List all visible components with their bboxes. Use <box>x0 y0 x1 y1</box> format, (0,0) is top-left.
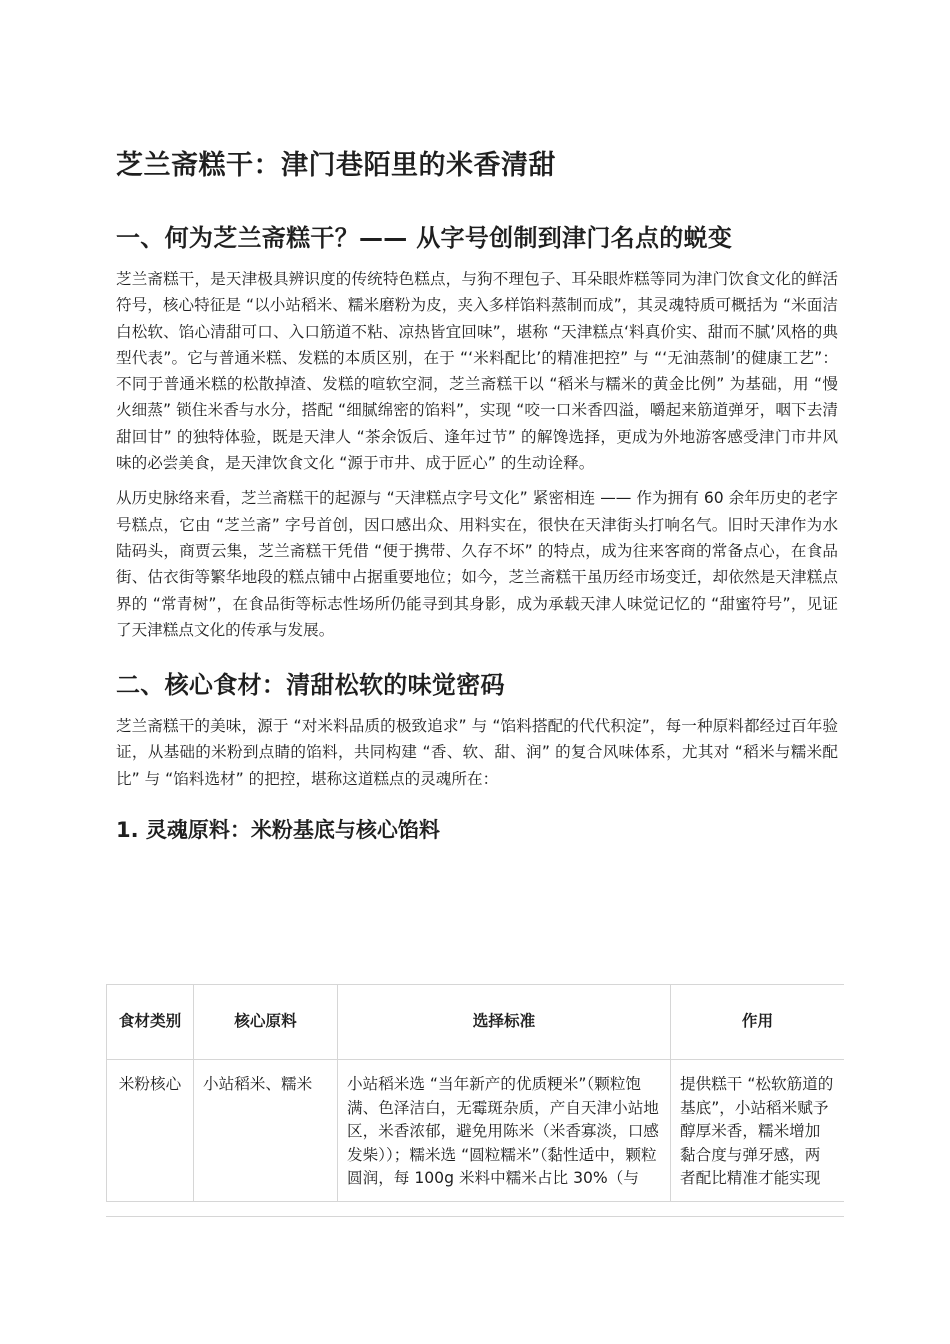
column-header: 选择标准 <box>338 985 671 1060</box>
table-row <box>107 1060 845 1202</box>
document-page <box>116 146 838 846</box>
section-1-heading: 一、何为芝兰斋糕干？—— 从字号创制到津门名点的蜕变 <box>116 224 733 252</box>
column-header: 作用 <box>671 985 845 1060</box>
cell-standard: 小站稻米选 “当年新产的优质粳米”（颗粒饱满、色泽洁白，无霉斑杂质，产自天津小站地区，米香浓郁，避免用陈米（米香寡淡，口感发柴））；糯米选 “圆粒糯米”（黏性适中，颗粒圆润，每 100g 米料中糯米占比 30%（与 <box>338 1060 671 1202</box>
subsection-heading: 1. 灵魂原料：米粉基底与核心馅料 <box>116 818 440 843</box>
table-header-row <box>107 985 845 1060</box>
column-header: 核心原料 <box>194 985 338 1060</box>
cell-category: 米粉核心 <box>107 1060 194 1202</box>
ingredients-table-container <box>106 984 844 1217</box>
ingredients-table <box>106 984 844 1202</box>
section-2-paragraph-1: 芝兰斋糕干的美味，源于 “对米料品质的极致追求” 与 “馅料搭配的代代积淀”，每一种原料都经过百年验证，从基础的米粉到点睛的馅料，共同构建 “香、软、甜、润” 的复合风味体系，尤其对 “稻米与糯米配比” 与 “馅料选材” 的把控，堪称这道糕点的灵魂所在： <box>116 717 838 788</box>
section-2-heading: 二、核心食材：清甜松软的味觉密码 <box>116 671 505 700</box>
document-title: 芝兰斋糕干：津门巷陌里的米香清甜 <box>116 150 556 181</box>
cell-raw-material: 小站稻米、糯米 <box>194 1060 338 1202</box>
cell-effect: 提供糕干 “松软筋道的基底”，小站稻米赋予醇厚米香，糯米增加黏合度与弹牙感，两者配比精准才能实现 <box>671 1060 845 1202</box>
section-1-paragraph-1: 芝兰斋糕干，是天津极具辨识度的传统特色糕点，与狗不理包子、耳朵眼炸糕等同为津门饮食文化的鲜活符号，核心特征是 “以小站稻米、糯米磨粉为皮，夹入多样馅料蒸制而成”，其灵魂特质可概括为 “米面洁白松软、馅心清甜可口、入口筋道不粘、凉热皆宜回味”，堪称 “天津糕点‘料真价实、甜而不腻’风格的典型代表”。它与普通米糕、发糕的本质区别，在于 “‘米料配比’的精准把控” 与 “‘无油蒸制’的健康工艺”：不同于普通米糕的松散掉渣、发糕的喧软空洞，芝兰斋糕干以 “稻米与糯米的黄金比例” 为基础，用 “慢火细蒸” 锁住米香与水分，搭配 “细腻绵密的馅料”，实现 “咬一口米香四溢，嚼起来筋道弹牙，咽下去清甜回甘” 的独特体验，既是天津人 “茶余饭后、逢年过节” 的解馋选择，更成为外地游客感受津门市井风味的必尝美食，是天津饮食文化 “源于市井、成于匠心” 的生动诠释。 <box>116 270 838 473</box>
section-1-paragraph-2: 从历史脉络来看，芝兰斋糕干的起源与 “天津糕点字号文化” 紧密相连 —— 作为拥有 60 余年历史的老字号糕点，它由 “芝兰斋” 字号首创，因口感出众、用料实在，很快在天津街头打响名气。旧时天津作为水陆码头，商贾云集，芝兰斋糕干凭借 “便于携带、久存不坏” 的特点，成为往来客商的常备点心，在食品街、估衣街等繁华地段的糕点铺中占据重要地位；如今，芝兰斋糕干虽历经市场变迁，却依然是天津糕点界的 “常青树”，在食品街等标志性场所仍能寻到其身影，成为承载天津人味觉记忆的 “甜蜜符号”，见证了天津糕点文化的传承与发展。 <box>116 489 838 639</box>
column-header: 食材类别 <box>107 985 194 1060</box>
